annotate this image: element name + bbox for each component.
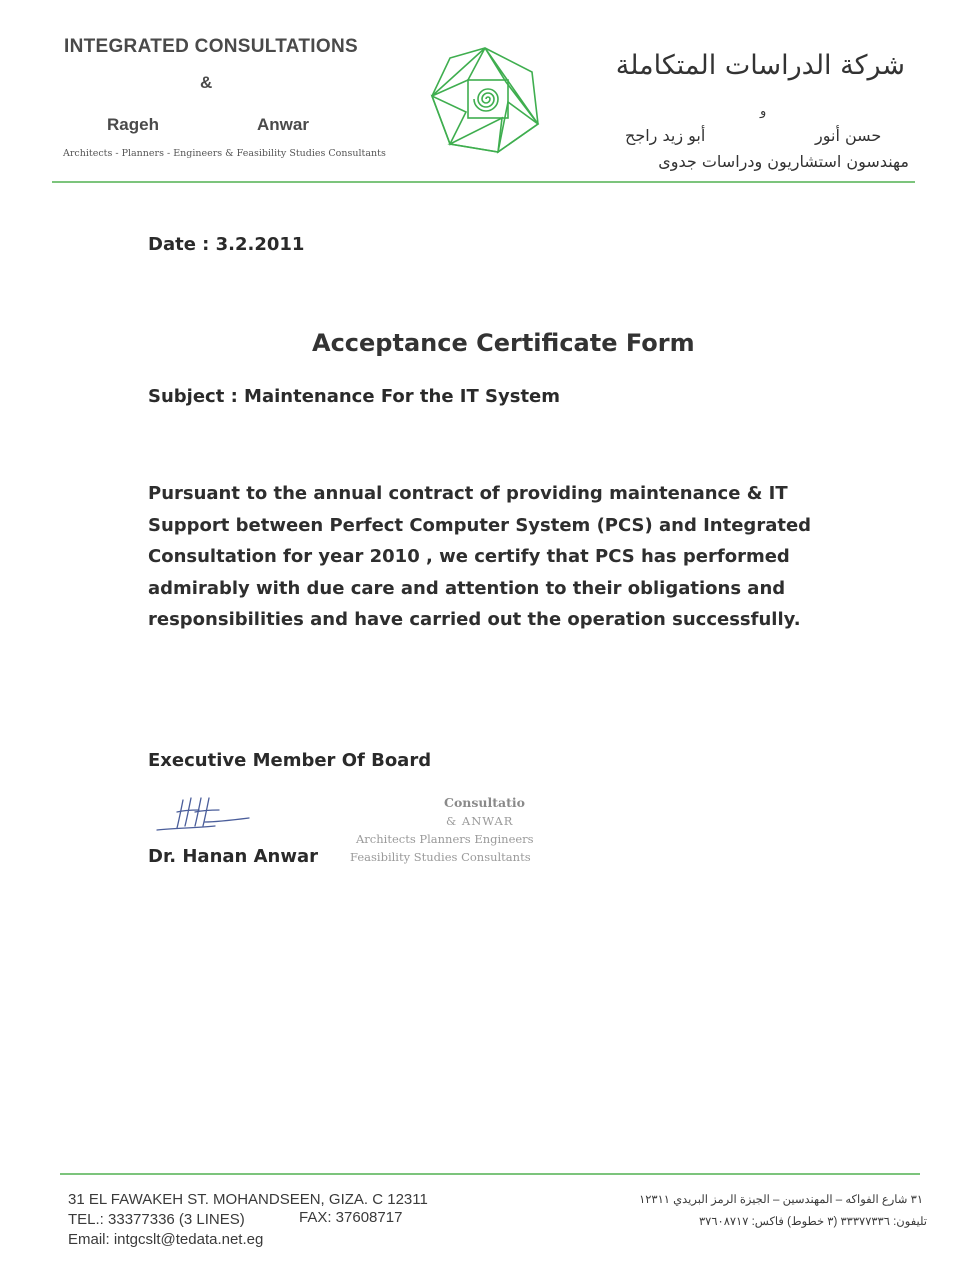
- document-body: Pursuant to the annual contract of providing maintenance & IT Support between Perfect Computer System (PCS) and Integrated Consultation for year 2010 , we certify that PCS has performed admirably with due care and attention to their obligations and responsibilities and have carried out the operation successfully.: [148, 483, 812, 630]
- arabic-partner-2: أبو زيد راجح: [625, 126, 706, 145]
- signatory-name: Dr. Hanan Anwar: [148, 846, 319, 867]
- stamp-line-1: Consultatio: [444, 795, 525, 810]
- stamp-line-3: Architects Planners Engineers: [356, 832, 534, 846]
- header-divider: [52, 181, 915, 183]
- footer-divider: [60, 1173, 920, 1175]
- handwritten-signature: [155, 792, 255, 834]
- document-subject: Subject : Maintenance For the IT System: [148, 386, 561, 407]
- footer-fax: FAX: 37608717: [299, 1209, 403, 1226]
- footer-arabic-address: ٣١ شارع الفواكه – المهندسين – الجيزة الرمز البريدي ١٢٣١١: [639, 1194, 923, 1206]
- arabic-description: مهندسون استشاريون ودراسات جدوى: [658, 152, 909, 171]
- document-date: Date : 3.2.2011: [148, 234, 305, 255]
- footer-arabic-phone: تليفون: ٣٣٣٧٧٣٣٦ (٣ خطوط) فاكس: ٣٧٦٠٨٧١٧: [698, 1216, 927, 1228]
- company-name: INTEGRATED CONSULTATIONS: [64, 36, 358, 57]
- arabic-company-name: شركة الدراسات المتكاملة: [615, 50, 905, 81]
- stamp-line-4: Feasibility Studies Consultants: [350, 850, 531, 864]
- footer-address: 31 EL FAWAKEH ST. MOHANDSEEN, GIZA. C 12311: [68, 1191, 428, 1208]
- document-title: Acceptance Certificate Form: [312, 329, 695, 357]
- signatory-title: Executive Member Of Board: [148, 750, 432, 771]
- company-ampersand: &: [200, 73, 213, 92]
- partner-rageh: Rageh: [107, 115, 159, 134]
- company-tagline: Architects - Planners - Engineers & Feasibility Studies Consultants: [63, 148, 386, 159]
- footer-email: Email: intgcslt@tedata.net.eg: [68, 1231, 264, 1248]
- company-logo-icon: [428, 44, 543, 156]
- arabic-and: و: [760, 104, 767, 119]
- arabic-partner-1: حسن أنور: [815, 126, 882, 145]
- stamp-line-2: & ANWAR: [446, 814, 514, 828]
- company-stamp: [350, 794, 534, 866]
- partner-anwar: Anwar: [257, 115, 309, 134]
- footer-telephone: TEL.: 33377336 (3 LINES): [68, 1211, 245, 1228]
